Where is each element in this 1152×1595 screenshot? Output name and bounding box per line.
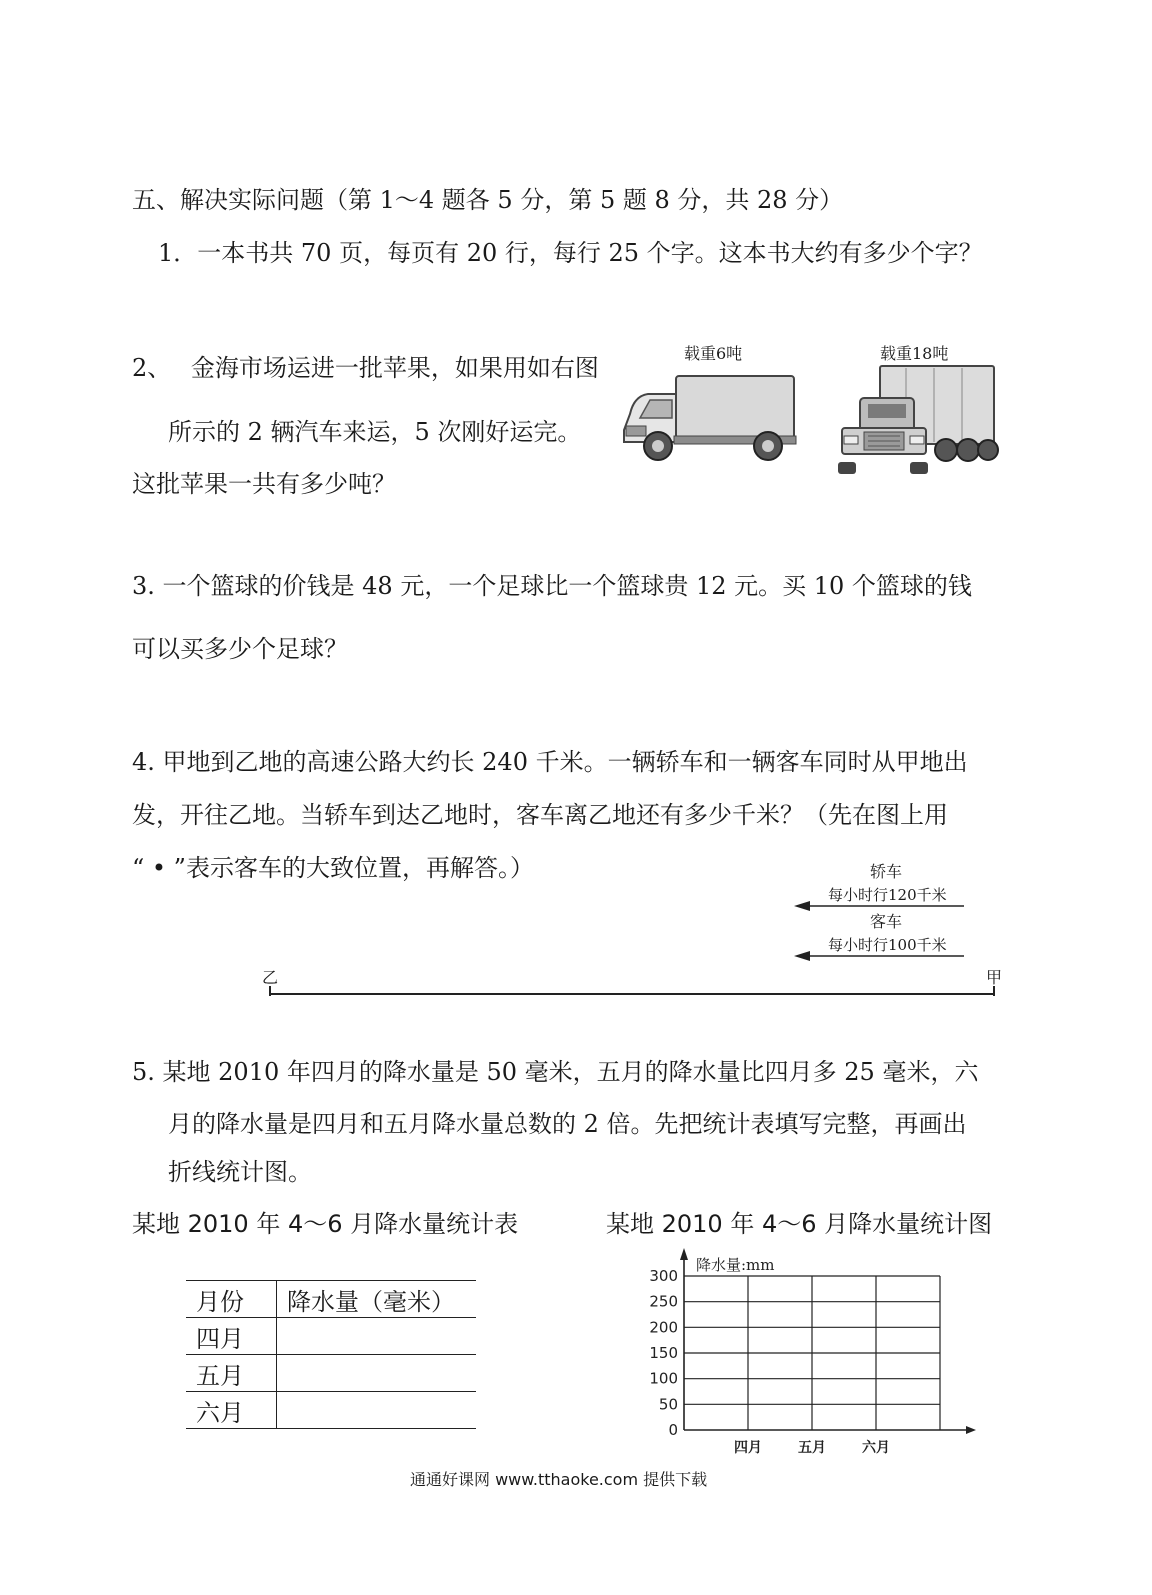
table-row — [186, 1318, 476, 1355]
bus-speed-label: 每小时行100千米 — [828, 936, 947, 954]
y-tick-label: 100 — [649, 1369, 678, 1388]
rainfall-chart — [640, 1250, 980, 1460]
small-truck-icon — [618, 370, 800, 464]
table-title: 某地 2010 年 4～6 月降水量统计表 — [132, 1210, 519, 1238]
y-tick-label: 300 — [649, 1267, 678, 1285]
question-5-line-3: 折线统计图。 — [168, 1158, 312, 1186]
x-tick-label: 五月 — [798, 1440, 826, 1456]
road-end-left: 乙 — [262, 968, 279, 987]
question-2-line-1: 2、 金海市场运进一批苹果，如果用如右图 — [132, 354, 599, 382]
table-header-month: 月份 — [186, 1281, 277, 1318]
y-axis-label: 降水量:mm — [696, 1256, 775, 1274]
table-cell-month: 四月 — [186, 1318, 277, 1355]
question-5-line-2: 月的降水量是四月和五月降水量总数的 2 倍。先把统计表填写完整，再画出 — [168, 1110, 967, 1138]
question-2-line-2: 所示的 2 辆汽车来运，5 次刚好运完。 — [168, 418, 582, 446]
x-tick-label: 四月 — [734, 1440, 762, 1456]
table-cell-month: 五月 — [186, 1355, 277, 1392]
road-end-right: 甲 — [986, 968, 1003, 987]
question-5-line-1: 5. 某地 2010 年四月的降水量是 50 毫米，五月的降水量比四月多 25 毫米，六 — [132, 1058, 979, 1086]
table-cell-rainfall-input[interactable] — [277, 1318, 477, 1355]
truck-small-label: 载重6吨 — [684, 344, 743, 363]
question-2-line-3: 这批苹果一共有多少吨？ — [132, 470, 396, 498]
table-header-row — [186, 1281, 476, 1318]
rainfall-table — [186, 1280, 476, 1429]
section-title: 五、解决实际问题（第 1～4 题各 5 分，第 5 题 8 分，共 28 分） — [132, 186, 844, 214]
road-line — [268, 984, 998, 998]
y-axis-arrow — [680, 1248, 688, 1260]
question-4-line-1: 4. 甲地到乙地的高速公路大约长 240 千米。一辆轿车和一辆客车同时从甲地出 — [132, 748, 968, 776]
table-cell-rainfall-input[interactable] — [277, 1355, 477, 1392]
car-speed-label: 每小时行120千米 — [828, 886, 947, 904]
question-4-line-2: 发，开往乙地。当轿车到达乙地时，客车离乙地还有多少千米？（先在图上用 — [132, 801, 948, 829]
y-tick-label: 50 — [658, 1395, 678, 1414]
y-tick-label: 250 — [649, 1292, 678, 1311]
x-tick-label: 六月 — [862, 1440, 890, 1456]
large-truck-icon — [834, 362, 1000, 476]
y-tick-label: 0 — [668, 1421, 678, 1439]
car-label: 轿车 — [870, 862, 903, 881]
bus-label: 客车 — [870, 912, 903, 931]
table-header-rainfall: 降水量（毫米） — [277, 1281, 477, 1318]
chart-title: 某地 2010 年 4～6 月降水量统计图 — [606, 1210, 993, 1238]
table-row — [186, 1392, 476, 1429]
x-axis-arrow — [966, 1426, 976, 1434]
y-tick-label: 200 — [649, 1318, 678, 1337]
question-3-line-2: 可以买多少个足球？ — [132, 635, 348, 663]
table-cell-month: 六月 — [186, 1392, 277, 1429]
table-cell-rainfall-input[interactable] — [277, 1392, 477, 1429]
question-3-line-1: 3. 一个篮球的价钱是 48 元，一个足球比一个篮球贵 12 元。买 10 个篮球的钱 — [132, 572, 972, 600]
question-1-text: 1．一本书共 70 页，每页有 20 行，每行 25 个字。这本书大约有多少个字？ — [158, 239, 983, 267]
footer-text: 通通好课网 www.tthaoke.com 提供下载 — [410, 1470, 708, 1489]
question-4-line-3: “ • ”表示客车的大致位置，再解答。） — [132, 854, 534, 882]
table-row — [186, 1355, 476, 1392]
truck-large-label: 载重18吨 — [880, 344, 949, 363]
y-tick-label: 150 — [649, 1344, 678, 1362]
speed-arrows — [790, 898, 970, 960]
